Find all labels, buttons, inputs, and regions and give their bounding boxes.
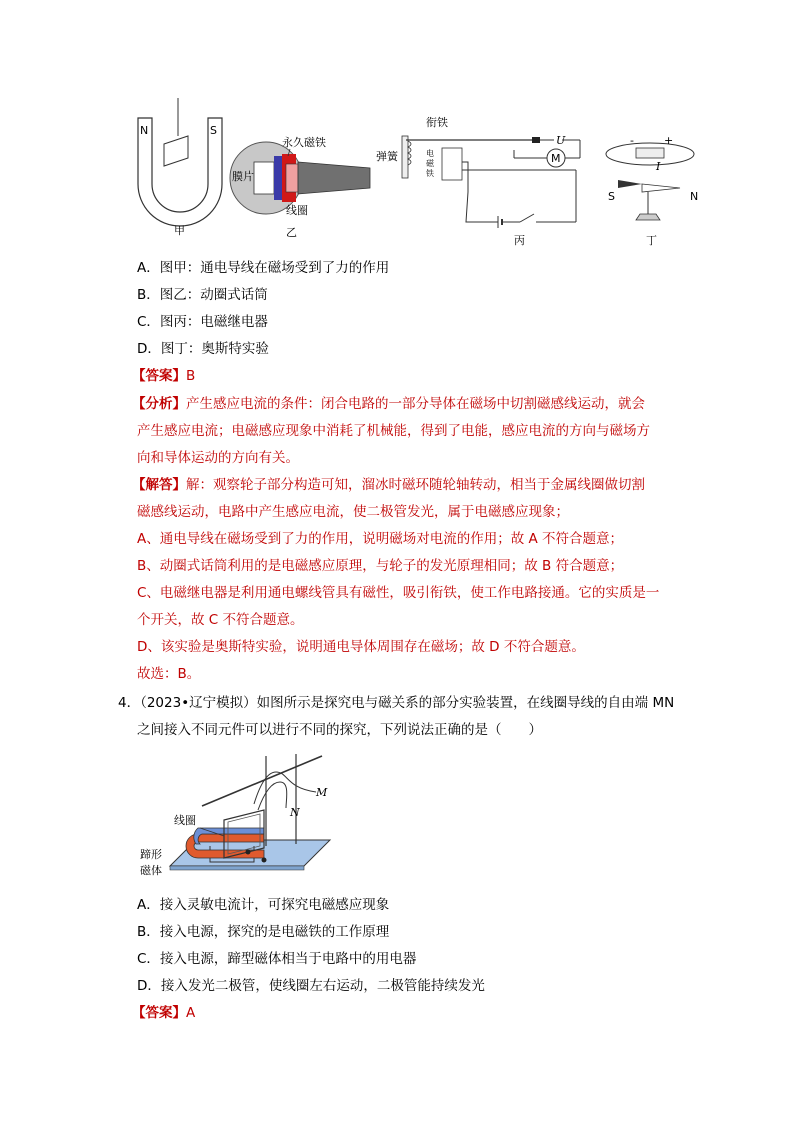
current-i-label: I xyxy=(656,160,661,173)
q4-stem-line-2: 之间接入不同元件可以进行不同的探究，下列说法正确的是（ ） xyxy=(137,722,542,738)
q4-answer: 【答案】A xyxy=(132,1005,196,1021)
motor-m-label: M xyxy=(551,152,561,165)
magnet-label-line-1: 蹄形 xyxy=(140,848,162,861)
q3-solution-line-1: 【解答】解：观察轮子部分构造可知，溜冰时磁环随轮轴转动，相当于金属线圈做切割 xyxy=(132,477,645,493)
svg-text:铁: 铁 xyxy=(426,169,434,178)
figure-bing-label: 丙 xyxy=(514,234,525,247)
armature-label: 衔铁 xyxy=(426,116,448,129)
q3-option-b: B．图乙：动圈式话筒 xyxy=(137,287,268,303)
figure-ding-label: 丁 xyxy=(646,234,657,247)
figure-jia-label: 甲 xyxy=(174,224,185,237)
figure-ding xyxy=(606,134,698,247)
magnet-n-label: N xyxy=(140,124,149,137)
q3-solution-line-8: 故选：B。 xyxy=(137,666,201,682)
q3-solution-line-2: 磁感线运动，电路中产生感应电流，使二极管发光，属于电磁感应现象； xyxy=(137,504,569,520)
plus-label: + xyxy=(664,134,674,147)
magnet-s-label: S xyxy=(210,124,217,137)
terminal-m-label: M xyxy=(316,786,328,799)
q3-option-d: D．图丁：奥斯特实验 xyxy=(137,341,269,357)
q3-solution-line-5: C、电磁继电器是利用通电螺线管具有磁性，吸引衔铁，使工作电路接通。它的实质是一 xyxy=(137,585,660,601)
terminal-n-label: N xyxy=(290,806,300,819)
q3-solution-line-4: B、动圈式话筒利用的是电磁感应原理，与轮子的发光原理相同；故 B 符合题意； xyxy=(137,558,624,574)
q3-analysis-line-2: 产生感应电流；电磁感应现象中消耗了机械能，得到了电能，感应电流的方向与磁场方 xyxy=(137,423,650,439)
magnet-label-line-2: 磁体 xyxy=(140,864,162,877)
compass-n-label: N xyxy=(690,190,699,203)
minus-label: - xyxy=(630,134,634,147)
q3-solution-line-7: D、该实验是奥斯特实验，说明通电导体周围存在磁场；故 D 不符合题意。 xyxy=(137,639,585,655)
coil-label: 线圈 xyxy=(286,204,308,217)
figure-bing xyxy=(376,115,580,247)
q4-option-d: D．接入发光二极管，使线圈左右运动，二极管能持续发光 xyxy=(137,978,485,994)
q3-solution-line-6: 个开关，故 C 不符合题意。 xyxy=(137,612,304,628)
q4-option-c: C．接入电源，蹄型磁体相当于电路中的用电器 xyxy=(137,951,417,967)
experiment-figures xyxy=(130,96,710,250)
figure-yi xyxy=(230,135,370,239)
q4-figure xyxy=(136,748,336,888)
compass-s-label: S xyxy=(608,190,615,203)
q4-option-b: B．接入电源，探究的是电磁铁的工作原理 xyxy=(137,924,390,940)
q3-option-c: C．图丙：电磁继电器 xyxy=(137,314,268,330)
coil-label: 线圈 xyxy=(174,814,196,827)
permanent-magnet-label: 永久磁铁 xyxy=(282,136,326,149)
figure-jia xyxy=(138,98,222,237)
q3-analysis-line-3: 向和导体运动的方向有关。 xyxy=(137,450,299,466)
spring-label: 弹簧 xyxy=(376,150,398,163)
u-label: U xyxy=(556,134,566,147)
q3-analysis-line-1: 【分析】产生感应电流的条件：闭合电路的一部分导体在磁场中切割磁感线运动，就会 xyxy=(132,396,645,412)
q4-option-a: A．接入灵敏电流计，可探究电磁感应现象 xyxy=(137,897,390,913)
q4-stem-line-1: 4．（2023•辽宁模拟）如图所示是探究电与磁关系的部分实验装置，在线圈导线的自由端 MN xyxy=(118,695,675,711)
q3-answer: 【答案】B xyxy=(132,368,196,384)
svg-text:磁: 磁 xyxy=(426,159,434,168)
q3-solution-line-3: A、通电导线在磁场受到了力的作用，说明磁场对电流的作用；故 A 不符合题意； xyxy=(137,531,624,547)
figure-yi-label: 乙 xyxy=(286,226,297,239)
diaphragm-label: 膜片 xyxy=(232,170,254,183)
svg-text:电: 电 xyxy=(426,149,434,158)
q3-option-a: A．图甲：通电导线在磁场受到了力的作用 xyxy=(137,260,390,276)
